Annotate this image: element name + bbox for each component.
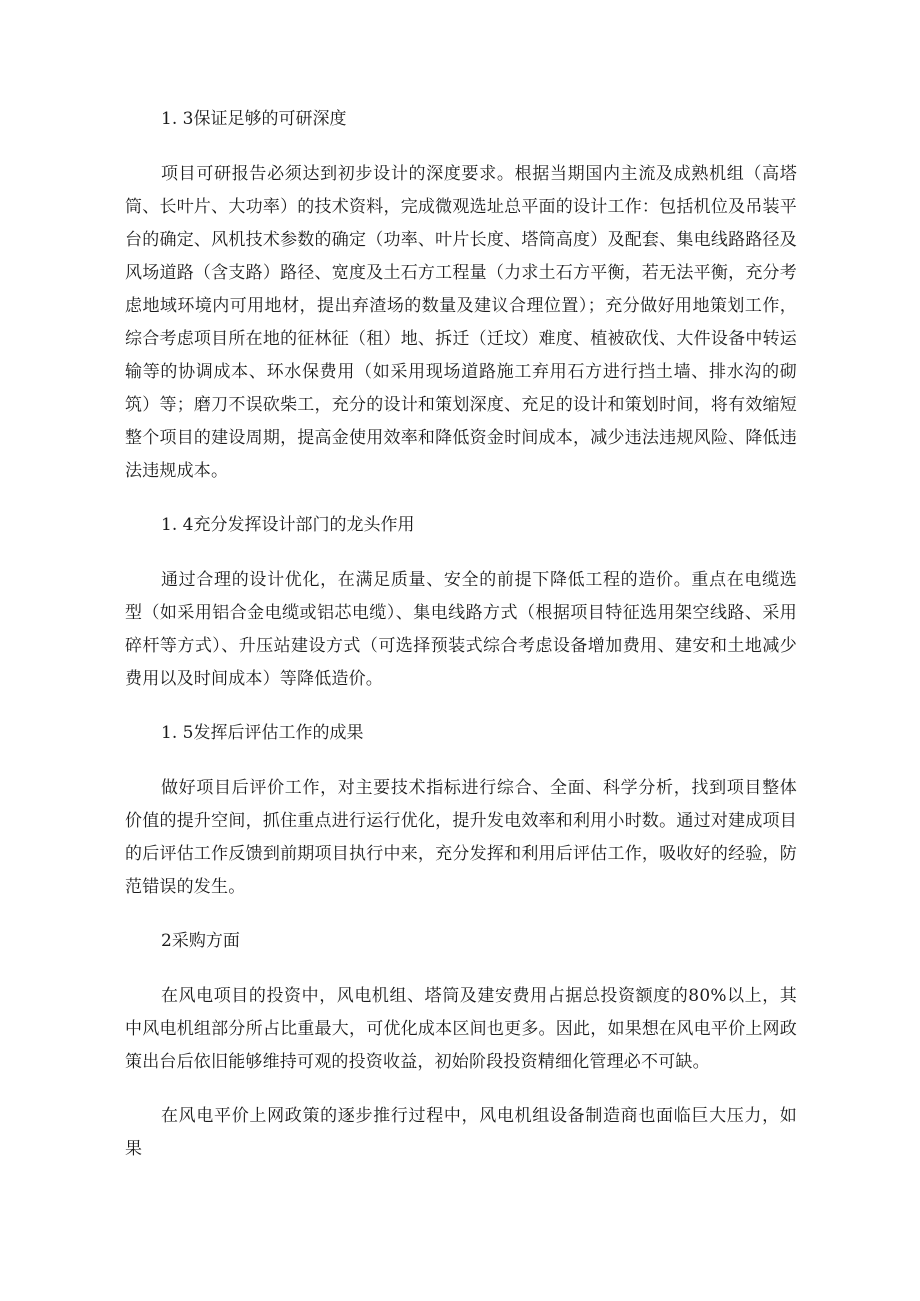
paragraph-2-1: 在风电项目的投资中，风电机组、塔筒及建安费用占据总投资额度的80%以上，其中风电机组部分所占比重最大，可优化成本区间也更多。因此，如果想在风电平价上网政策出台后依旧能够维持可观的投资收益，初始阶段投资精细化管理必不可缺。 [125,986,797,1072]
section-heading-1-4: 1. 4充分发挥设计部门的龙头作用 [161,515,415,535]
paragraph-1-3: 项目可研报告必须达到初步设计的深度要求。根据当期国内主流及成熟机组（高塔筒、长叶片、大功率）的技术资料，完成微观选址总平面的设计工作：包括机位及吊装平台的确定、风机技术参数的确定（功率、叶片长度、塔筒高度）及配套、集电线路路径及风场道路（含支路）路径、宽度及土石方工程量（力求土石方平衡，若无法平衡，充分考虑地域环境内可用地材，提出弃渣场的数量及建议合理位置）；充分做好用地策划工作，综合考虑项目所在地的征林征（租）地、拆迁（迁坟）难度、植被砍伐、大件设备中转运输等的协调成本、环水保费用（如采用现场道路施工弃用石方进行挡土墙、排水沟的砌筑）等；磨刀不误砍柴工，充分的设计和策划深度、充足的设计和策划时间，将有效缩短整个项目的建设周期，提高金使用效率和降低资金时间成本，减少违法违规风险、降低违法违规成本。 [125,164,797,481]
document-body [125,103,797,1166]
section-heading-1-3: 1. 3保证足够的可研深度 [161,109,347,129]
section-heading-1-5: 1. 5发挥后评估工作的成果 [161,723,364,743]
section-heading-2: 2采购方面 [161,931,240,951]
paragraph-1-4: 通过合理的设计优化，在满足质量、安全的前提下降低工程的造价。重点在电缆选型（如采用铝合金电缆或铝芯电缆）、集电线路方式（根据项目特征选用架空线路、采用碎杆等方式）、升压站建设方式（可选择预装式综合考虑设备增加费用、建安和土地减少费用以及时间成本）等降低造价。 [125,570,797,689]
paragraph-2-2: 在风电平价上网政策的逐步推行过程中，风电机组设备制造商也面临巨大压力，如果 [125,1106,797,1159]
paragraph-1-5: 做好项目后评价工作，对主要技术指标进行综合、全面、科学分析，找到项目整体价值的提升空间，抓住重点进行运行优化，提升发电效率和利用小时数。通过对建成项目的后评估工作反馈到前期项目执行中来，充分发挥和利用后评估工作，吸收好的经验，防范错误的发生。 [125,778,797,897]
